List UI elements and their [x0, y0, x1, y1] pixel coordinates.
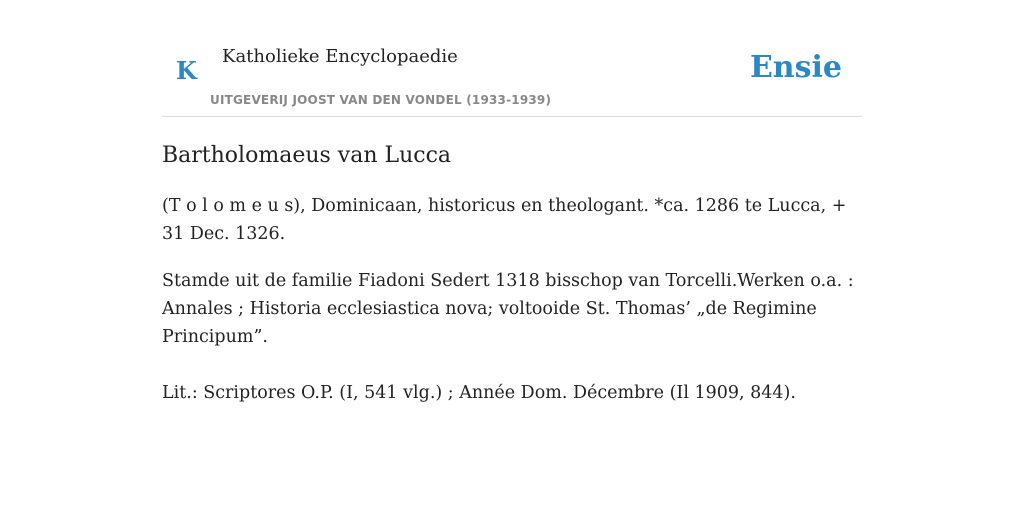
- publisher-subtitle: UITGEVERIJ JOOST VAN DEN VONDEL (1933-1939): [210, 93, 552, 107]
- article-title: Bartholomaeus van Lucca: [162, 143, 452, 168]
- page: [162, 0, 862, 407]
- header: [162, 40, 862, 117]
- article-paragraph-literature: Lit.: Scriptores O.P. (I, 541 vlg.) ; Année Dom. Décembre (Il 1909, 844).: [162, 383, 796, 403]
- article-paragraph-body: Stamde uit de familie Fiadoni Sedert 1318 bisschop van Torcelli.Werken o.a. : Annales ; Historia ecclesiastica nova; voltooide St. Thomas’ „de Regimine Principum”.: [162, 271, 854, 347]
- encyclopedia-logo-icon[interactable]: K: [176, 56, 197, 85]
- site-title[interactable]: Katholieke Encyclopaedie: [222, 46, 458, 67]
- article-paragraph-intro: (T o l o m e u s), Dominicaan, historicus en theologant. *ca. 1286 te Lucca, + 31 Dec. 1326.: [162, 196, 847, 244]
- ensie-brand-link[interactable]: Ensie: [749, 50, 842, 85]
